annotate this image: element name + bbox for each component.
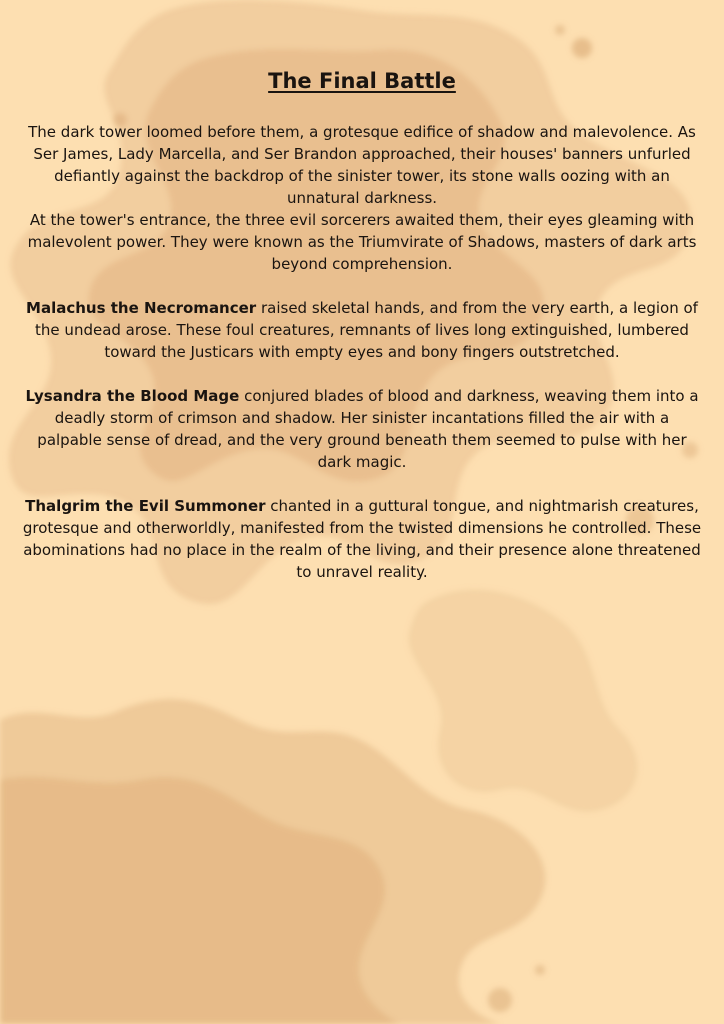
story-body — [22, 121, 702, 583]
page-title: The Final Battle — [268, 69, 456, 93]
summoner-name: Thalgrim the Evil Summoner — [25, 497, 266, 515]
blood-mage-paragraph — [22, 385, 702, 473]
intro-paragraph-2: At the tower's entrance, the three evil sorcerers awaited them, their eyes gleaming with malevolent power. They were known as the Triumvirate of Shadows, masters of dark arts beyond comprehension. — [27, 211, 697, 273]
necromancer-name: Malachus the Necromancer — [26, 299, 257, 317]
paragraph-spacer — [22, 275, 702, 297]
paragraph-spacer — [22, 363, 702, 385]
necromancer-text: raised skeletal hands, and from the very earth, a legion of the undead arose. These foul creatures, remnants of lives long extinguished, lumbered toward the Justicars with empty eyes and bony fingers outstretched. — [35, 299, 698, 361]
intro-paragraph-1: The dark tower loomed before them, a grotesque edifice of shadow and malevolence. As Ser James, Lady Marcella, and Ser Brandon approached, their houses' banners unfurled defiantly against the backdrop of the sinister tower, its stone walls oozing with an unnatural darkness. — [28, 123, 696, 207]
necromancer-paragraph — [22, 297, 702, 363]
paragraph-spacer — [22, 473, 702, 495]
summoner-paragraph — [22, 495, 702, 583]
blood-mage-name: Lysandra the Blood Mage — [25, 387, 240, 405]
blood-mage-text: conjured blades of blood and darkness, weaving them into a deadly storm of crimson and shadow. Her sinister incantations filled the air with a palpable sense of dread, and the very ground beneath them seemed to pulse with her dark magic. — [37, 387, 699, 471]
summoner-text: chanted in a guttural tongue, and nightmarish creatures, grotesque and otherworldly, manifested from the twisted dimensions he controlled. These abominations had no place in the realm of the living, and their presence alone threatened to unravel reality. — [22, 497, 702, 581]
